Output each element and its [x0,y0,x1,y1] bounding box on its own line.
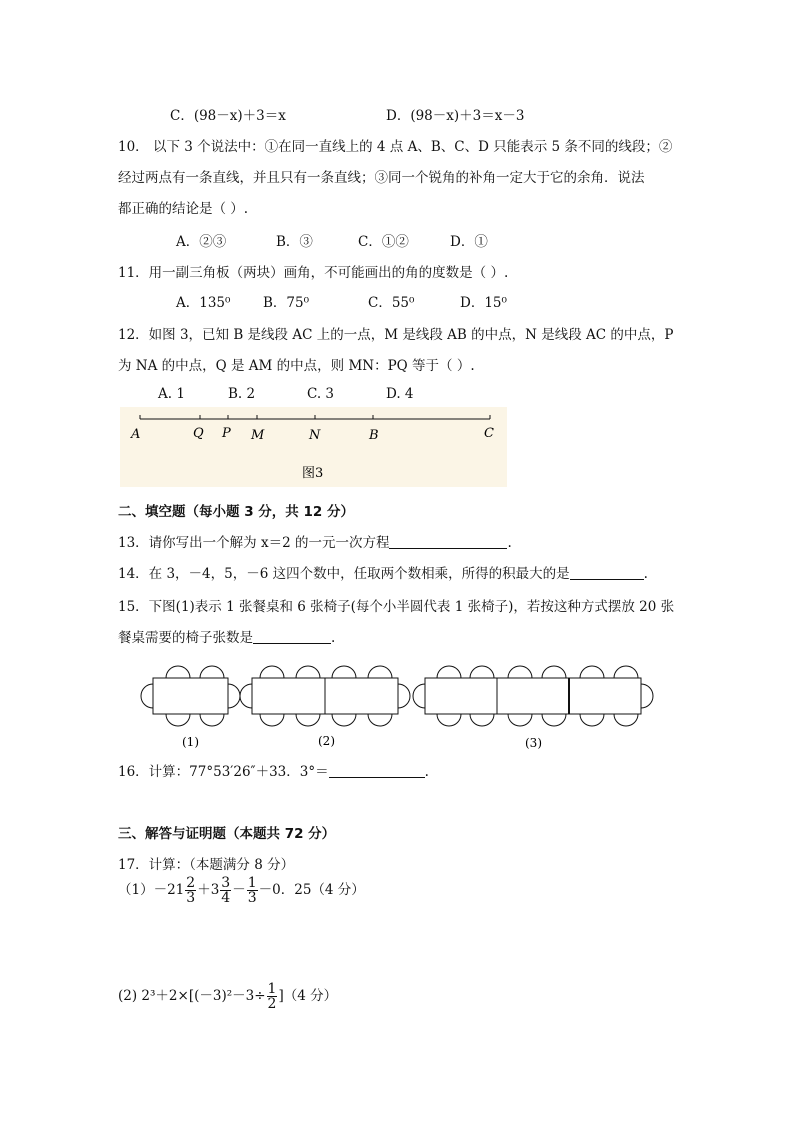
q12-option-a: A. 1 [158,386,185,402]
chair [580,714,604,726]
q14-stem: 14．在 3，－4，5，－6 这四个数中，任取两个数相乘，所得的积最大的是 [118,566,570,582]
chair [413,684,425,708]
chair [296,666,320,678]
point-label-m: M [251,428,265,443]
q13-end: . [507,535,512,551]
table [325,678,398,714]
q14-answer-blank[interactable] [570,565,644,580]
q10-option-c: C．①② [358,234,409,250]
figure-3-diagram [120,407,507,487]
chair [508,666,532,678]
chair [614,666,638,678]
arrangement-3 [413,666,653,726]
q15-answer-blank[interactable] [253,629,331,644]
point-label-q: Q [193,426,204,441]
arrangement-2-label: (2) [318,734,335,748]
chair [470,666,494,678]
q12-line2: 为 NA 的中点，Q 是 AM 的中点，则 MN：PQ 等于（ ）. [118,358,475,374]
point-label-b: B [369,428,379,443]
chair [641,684,653,708]
q16-stem: 16．计算：77°53′26″＋33．3°＝ [118,764,329,780]
chair [166,666,190,678]
q14 [118,562,648,582]
chair [260,714,284,726]
chair [141,684,153,708]
q17-part1-mid1: ＋3 [197,882,220,898]
fraction-1-2 [267,982,278,1011]
chair [332,666,356,678]
chair [166,714,190,726]
q15-line1: 15．下图(1)表示 1 张餐桌和 6 张椅子(每个小半圆代表 1 张椅子)，若按这种方式摆放 20 张 [118,599,675,615]
q10-line1: 10． 以下 3 个说法中：①在同一直线上的 4 点 A、B、C、D 只能表示 5 条不同的线段；② [118,139,673,155]
q12-option-c: C. 3 [307,386,335,402]
table [425,678,497,714]
q10-option-b: B．③ [276,234,313,250]
table-chairs-figure [120,660,660,755]
arrangement-1-label: (1) [182,735,199,749]
chair [368,666,392,678]
q11-option-d: D．15⁰ [460,295,507,311]
chair [228,684,240,708]
q17-part2-prefix: (2) 2³＋2×[(－3)²－3÷ [118,988,266,1004]
q12-option-b: B. 2 [228,386,256,402]
numerator: 1 [247,875,257,891]
q13-stem: 13．请你写出一个解为 x＝2 的一元一次方程 [118,535,390,551]
point-label-p: P [222,426,231,441]
numerator: 2 [186,875,196,891]
figure-3-caption: 图3 [302,466,324,481]
q10-line2: 经过两点有一条直线，并且只有一条直线；③同一个锐角的补角一定大于它的余角．说法 [118,170,645,186]
denominator: 2 [267,996,277,1012]
denominator: 4 [221,890,231,906]
denominator: 3 [247,890,257,906]
point-label-c: C [484,426,494,441]
chair [200,714,224,726]
numerator: 1 [267,981,277,997]
chair [542,666,566,678]
q11-option-a: A．135⁰ [176,295,231,311]
arrangement-1 [141,666,240,726]
chair [332,714,356,726]
q11-option-b: B．75⁰ [263,295,310,311]
q16 [118,760,429,780]
table [153,678,228,714]
q9-option-d: D．(98－x)＋3＝x－3 [386,108,525,124]
chair [437,666,461,678]
q17-stem: 17．计算：（本题满分 8 分） [118,857,295,873]
q10-option-d: D．① [450,234,488,250]
arrangement-3-label: (3) [525,736,542,750]
chair [240,684,252,708]
q17-part1-suffix: －0．25（4 分） [258,882,365,898]
table [252,678,325,714]
chair [398,684,410,708]
point-label-n: N [309,428,321,443]
q17-part1 [118,876,365,905]
fraction-3-4 [220,876,231,905]
q16-answer-blank[interactable] [329,763,425,778]
q10-line3: 都正确的结论是（ ）. [118,201,249,217]
arrangement-2 [240,666,410,726]
q15-line2-wrap [118,626,335,646]
q11-option-c: C．55⁰ [368,295,415,311]
fraction-1-3 [247,876,258,905]
chair [542,714,566,726]
q16-end: . [424,764,429,780]
q15-line2: 餐桌需要的椅子张数是 [118,630,253,646]
q11-stem: 11．用一副三角板（两块）画角，不可能画出的角的度数是（ ）. [118,265,509,281]
numerator: 3 [221,875,231,891]
chair [296,714,320,726]
chair [580,666,604,678]
q14-end: . [643,566,648,582]
q17-part1-mid2: － [232,882,246,898]
q12-option-d: D. 4 [386,386,414,402]
q9-option-c: C．(98－x)＋3＝x [170,108,286,124]
q13 [118,531,512,551]
q17-part1-prefix: （1）－21 [118,882,185,898]
chair [508,714,532,726]
q10-option-a: A．②③ [176,234,227,250]
q13-answer-blank[interactable] [389,534,507,549]
table [497,678,569,714]
q17-part2-suffix: ]（4 分） [278,988,338,1004]
q17-part2 [118,982,337,1011]
q12-line1: 12．如图 3，已知 B 是线段 AC 上的一点，M 是线段 AB 的中点，N 是线段 AC 的中点，P [118,327,674,343]
chair [200,666,224,678]
point-label-a: A [131,427,141,442]
fraction-2-3 [185,876,196,905]
chair [368,714,392,726]
section-2-title: 二、填空题（每小题 3 分，共 12 分） [118,504,354,520]
q15-end: . [331,630,336,646]
denominator: 3 [186,890,196,906]
chair [470,714,494,726]
chair [437,714,461,726]
table [569,678,641,714]
chair [260,666,284,678]
section-3-title: 三、解答与证明题（本题共 72 分） [118,826,336,842]
figure-3 [120,407,507,487]
chair [614,714,638,726]
